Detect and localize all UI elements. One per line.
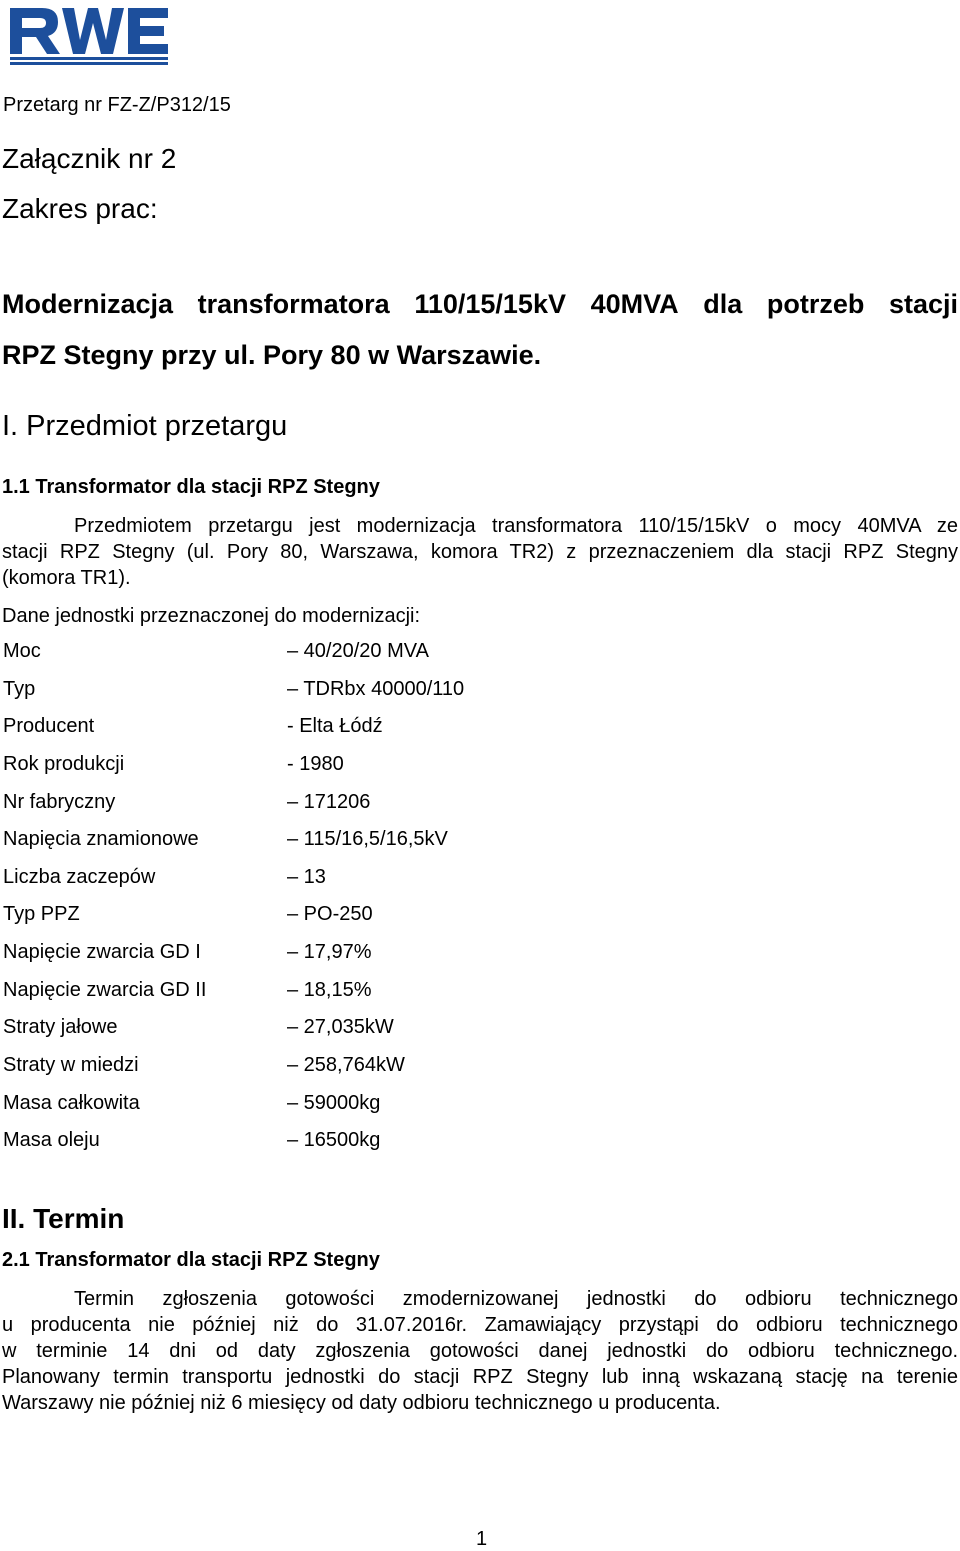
scope-heading: Zakres prac: [2, 193, 158, 224]
spec-label: Nr fabryczny [3, 791, 116, 813]
title-word: 110/15/15kV [414, 289, 566, 319]
spec-value: – 40/20/20 MVA [287, 640, 429, 662]
spec-label: Straty jałowe [3, 1016, 118, 1038]
title-word: transformatora [197, 289, 390, 319]
spec-label: Napięcia znamionowe [3, 828, 199, 850]
rwe-logo-graphic [8, 6, 170, 68]
section-2-subheading: 2.1 Transformator dla stacji RPZ Stegny [2, 1249, 380, 1271]
spec-label: Masa całkowita [3, 1092, 140, 1114]
title-word: stacji [888, 289, 958, 319]
spec-label: Moc [3, 640, 41, 662]
spec-label: Masa oleju [3, 1129, 100, 1151]
title-word: 40MVA [590, 289, 679, 319]
spec-value: - Elta Łódź [287, 715, 383, 737]
section-1-paragraph [2, 513, 958, 591]
rwe-logo [8, 6, 170, 68]
spec-label: Napięcie zwarcia GD I [3, 941, 201, 963]
spec-value: – PO-250 [287, 903, 373, 925]
section-2-paragraph [2, 1286, 958, 1416]
spec-label: Rok produkcji [3, 753, 125, 775]
document-title-line-2: RPZ Stegny przy ul. Pory 80 w Warszawie. [2, 340, 542, 370]
spec-value: – 115/16,5/16,5kV [287, 828, 448, 850]
paragraph-line: (komora TR1). [2, 567, 131, 589]
paragraph-line: Warszawy nie później niż 6 miesięcy od daty odbioru technicznego u producenta. [2, 1392, 721, 1414]
paragraph-line: u producenta nie później niż do 31.07.2016r. Zamawiający przystąpi do odbioru technicznego [2, 1314, 958, 1336]
section-2-heading: II. Termin [2, 1203, 125, 1234]
spec-label: Straty w miedzi [3, 1054, 139, 1076]
spec-value: – 16500kg [287, 1129, 381, 1151]
spec-label: Producent [3, 715, 95, 737]
specs-intro: Dane jednostki przeznaczonej do modernizacji: [2, 605, 421, 627]
spec-value: - 1980 [287, 753, 344, 775]
section-1-subheading: 1.1 Transformator dla stacji RPZ Stegny [2, 476, 380, 498]
spec-label: Typ PPZ [3, 903, 80, 925]
section-1-heading: I. Przedmiot przetargu [2, 410, 288, 442]
spec-value: – 27,035kW [287, 1016, 394, 1038]
spec-value: – 171206 [287, 791, 371, 813]
paragraph-line: Przedmiotem przetargu jest modernizacja transformatora 110/15/15kV o mocy 40MVA ze [74, 515, 958, 537]
paragraph-line: w terminie 14 dni od daty zgłoszenia gotowości danej jednostki do odbioru technicznego. [2, 1340, 958, 1362]
spec-label: Typ [3, 678, 36, 700]
annex-heading: Załącznik nr 2 [2, 143, 177, 174]
title-word: dla [703, 289, 743, 319]
spec-value: – 59000kg [287, 1092, 381, 1114]
paragraph-line: stacji RPZ Stegny (ul. Pory 80, Warszawa, komora TR2) z przeznaczeniem dla stacji RPZ Stegny [2, 541, 958, 563]
title-word: potrzeb [766, 289, 865, 319]
page-number: 1 [476, 1528, 488, 1550]
spec-value: – 258,764kW [287, 1054, 405, 1076]
paragraph-line: Planowany termin transportu jednostki do stacji RPZ Stegny lub inną wskazaną stację na terenie [2, 1366, 958, 1388]
tender-reference: Przetarg nr FZ-Z/P312/15 [3, 94, 231, 116]
title-word: Modernizacja [2, 289, 174, 319]
paragraph-line: Termin zgłoszenia gotowości zmodernizowanej jednostki do odbioru technicznego [74, 1288, 958, 1310]
spec-value: – 13 [287, 866, 326, 888]
spec-value: – 17,97% [287, 941, 372, 963]
spec-value: – TDRbx 40000/110 [287, 678, 465, 700]
spec-label: Napięcie zwarcia GD II [3, 979, 207, 1001]
spec-label: Liczba zaczepów [3, 866, 156, 888]
spec-value: – 18,15% [287, 979, 372, 1001]
document-title-line-1 [2, 289, 958, 320]
